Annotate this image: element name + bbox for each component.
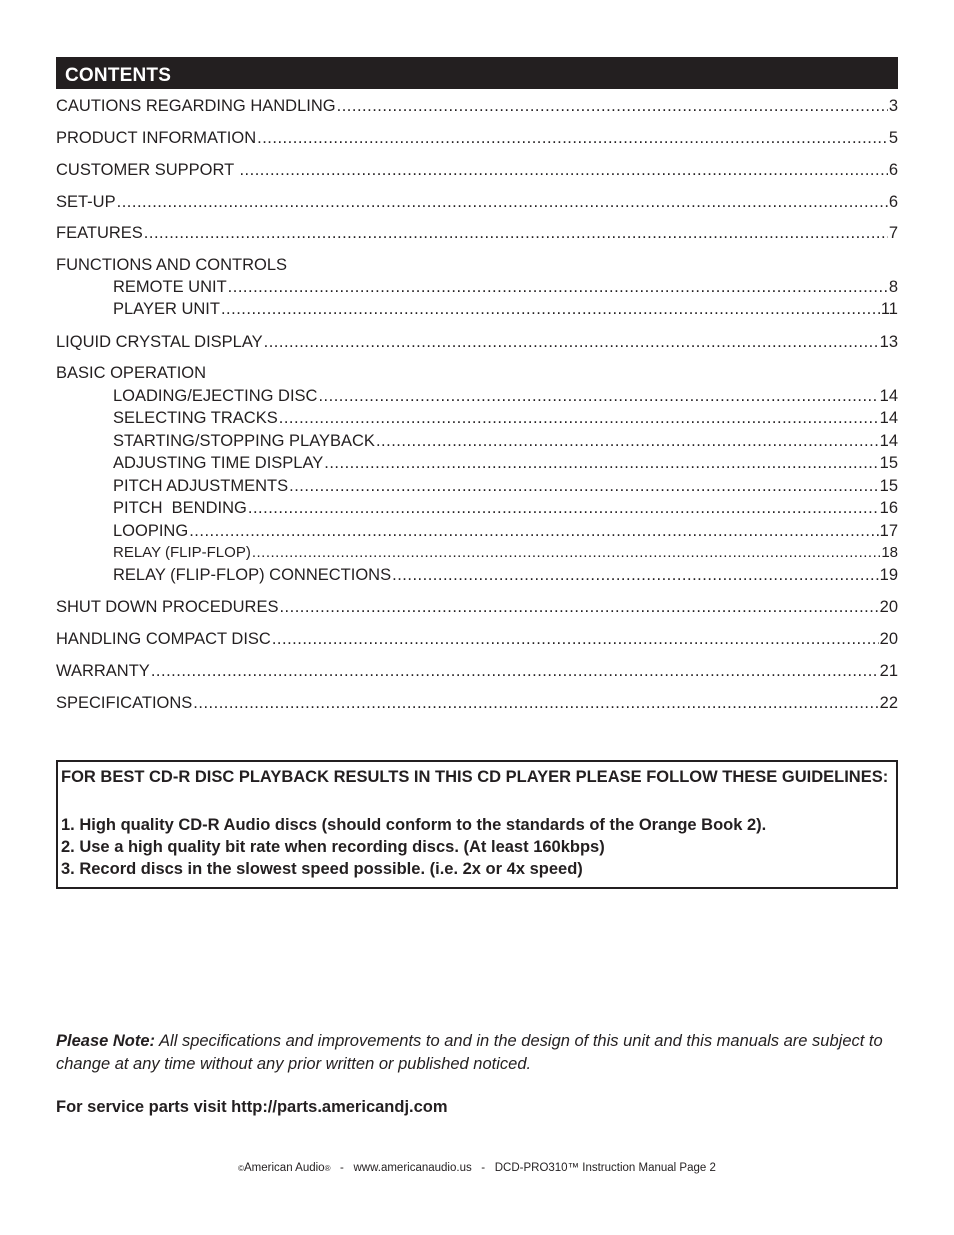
toc-entry-relay-flip-flop — [113, 544, 898, 566]
dot-leader — [376, 432, 879, 451]
contents-header-bar — [56, 57, 898, 89]
toc-label: RELAY (FLIP-FLOP) CONNECTIONS — [113, 566, 392, 584]
page-footer — [0, 1162, 954, 1174]
toc-page-number: 14 — [879, 387, 898, 405]
toc-page-number: 3 — [888, 97, 898, 115]
toc-page-number: 15 — [879, 454, 898, 472]
toc-page-number: 13 — [879, 333, 898, 351]
toc-page-number: 6 — [888, 193, 898, 211]
dot-leader — [279, 409, 879, 428]
please-note-lead: Please Note: — [56, 1032, 156, 1050]
dot-leader — [151, 662, 879, 681]
toc-label: FEATURES — [56, 224, 143, 242]
dot-leader — [318, 387, 878, 406]
toc-label: SELECTING TRACKS — [113, 409, 278, 427]
toc-entry-loading-ejecting-disc — [113, 387, 898, 409]
dot-leader — [248, 499, 879, 518]
dot-leader — [193, 694, 878, 713]
registered-symbol: ® — [324, 1164, 331, 1173]
toc-page-number: 14 — [879, 432, 898, 450]
dot-leader — [117, 193, 888, 212]
guideline-item: 2. Use a high quality bit rate when recording discs. (At least 160kbps) — [61, 838, 605, 856]
toc-label: RELAY (FLIP-FLOP) — [113, 544, 251, 561]
toc-label: PITCH BENDING — [113, 499, 247, 517]
toc-page-number: 16 — [879, 499, 898, 517]
toc-page-number: 21 — [879, 662, 898, 680]
dot-leader — [221, 300, 880, 319]
toc-entry-adjusting-time-display — [113, 454, 898, 476]
toc-label: SPECIFICATIONS — [56, 694, 193, 712]
dot-leader — [144, 224, 888, 243]
toc-entry-cautions — [56, 97, 898, 119]
dot-leader — [272, 630, 879, 649]
please-note-text: All specifications and improvements to and in the design of this unit and this manuals are subject to change at any time without any prior written or published noticed. — [56, 1032, 883, 1073]
footer-brand: American Audio — [244, 1162, 325, 1174]
toc-entry-liquid-crystal-display — [56, 333, 898, 355]
dot-leader — [228, 278, 888, 297]
toc-entry-looping — [113, 522, 898, 544]
toc-page-number: 6 — [888, 161, 898, 179]
toc-entry-selecting-tracks — [113, 409, 898, 431]
toc-label: WARRANTY — [56, 662, 150, 680]
toc-page-number: 18 — [881, 544, 898, 561]
toc-label: STARTING/STOPPING PLAYBACK — [113, 432, 375, 450]
toc-entry-remote-unit — [113, 278, 898, 300]
toc-page-number: 17 — [879, 522, 898, 540]
toc-entry-relay-flip-flop-connections — [113, 566, 898, 588]
toc-entry-warranty — [56, 662, 898, 684]
dot-leader — [264, 333, 879, 352]
service-parts-line: For service parts visit http://parts.americandj.com — [56, 1098, 448, 1116]
toc-entry-set-up — [56, 193, 898, 215]
toc-label: REMOTE UNIT — [113, 278, 227, 296]
toc-entry-customer-support — [56, 161, 898, 183]
toc-page-number: 20 — [879, 598, 898, 616]
contents-title: CONTENTS — [65, 65, 172, 86]
toc-label: LOADING/EJECTING DISC — [113, 387, 318, 405]
toc-page-number: 19 — [879, 566, 898, 584]
toc-entry-specifications — [56, 694, 898, 716]
toc-entry-player-unit — [113, 300, 898, 322]
toc-label: ADJUSTING TIME DISPLAY — [113, 454, 324, 472]
dot-leader — [257, 129, 888, 148]
toc-label: LIQUID CRYSTAL DISPLAY — [56, 333, 263, 351]
toc-label: PLAYER UNIT — [113, 300, 220, 318]
dot-leader — [189, 522, 878, 541]
toc-label: SHUT DOWN PROCEDURES — [56, 598, 279, 616]
toc-entry-product-information — [56, 129, 898, 151]
toc-section-functions-and-controls: FUNCTIONS AND CONTROLS — [56, 256, 288, 274]
dot-leader — [289, 477, 879, 496]
toc-label: PITCH ADJUSTMENTS — [113, 477, 289, 495]
footer-text: - www.americanaudio.us - DCD-PRO310™ Instruction Manual Page 2 — [330, 1162, 716, 1174]
toc-page-number: 5 — [888, 129, 898, 147]
toc-entry-starting-stopping-playback — [113, 432, 898, 454]
toc-page-number: 8 — [888, 278, 898, 296]
guidelines-title: FOR BEST CD-R DISC PLAYBACK RESULTS IN THIS CD PLAYER PLEASE FOLLOW THESE GUIDELINES: — [61, 768, 889, 786]
toc-label: CAUTIONS REGARDING HANDLING — [56, 97, 336, 115]
cd-r-guidelines-box — [56, 760, 898, 889]
toc-entry-handling-compact-disc — [56, 630, 898, 652]
toc-page-number: 7 — [888, 224, 898, 242]
toc-page-number: 22 — [879, 694, 898, 712]
toc-label: CUSTOMER SUPPORT — [56, 161, 239, 179]
toc-page-number: 15 — [879, 477, 898, 495]
toc-entry-shut-down-procedures — [56, 598, 898, 620]
toc-label: HANDLING COMPACT DISC — [56, 630, 271, 648]
toc-page-number: 14 — [879, 409, 898, 427]
dot-leader — [279, 598, 878, 617]
toc-page-number: 11 — [880, 300, 898, 318]
toc-label: LOOPING — [113, 522, 189, 540]
toc-entry-pitch-adjustments — [113, 477, 898, 499]
toc-entry-features — [56, 224, 898, 246]
toc-page-number: 20 — [879, 630, 898, 648]
toc-entry-pitch-bending — [113, 499, 898, 521]
please-note-paragraph — [56, 1030, 916, 1076]
guideline-item: 3. Record discs in the slowest speed possible. (i.e. 2x or 4x speed) — [61, 860, 583, 878]
copyright-symbol: © — [238, 1164, 245, 1173]
dot-leader — [252, 544, 881, 561]
toc-section-basic-operation: BASIC OPERATION — [56, 364, 207, 382]
dot-leader — [337, 97, 888, 116]
toc-label: SET-UP — [56, 193, 116, 211]
dot-leader — [324, 454, 878, 473]
toc-label: PRODUCT INFORMATION — [56, 129, 257, 147]
dot-leader — [239, 161, 887, 180]
guideline-item: 1. High quality CD-R Audio discs (should conform to the standards of the Orange Book 2). — [61, 816, 767, 834]
dot-leader — [392, 566, 879, 585]
